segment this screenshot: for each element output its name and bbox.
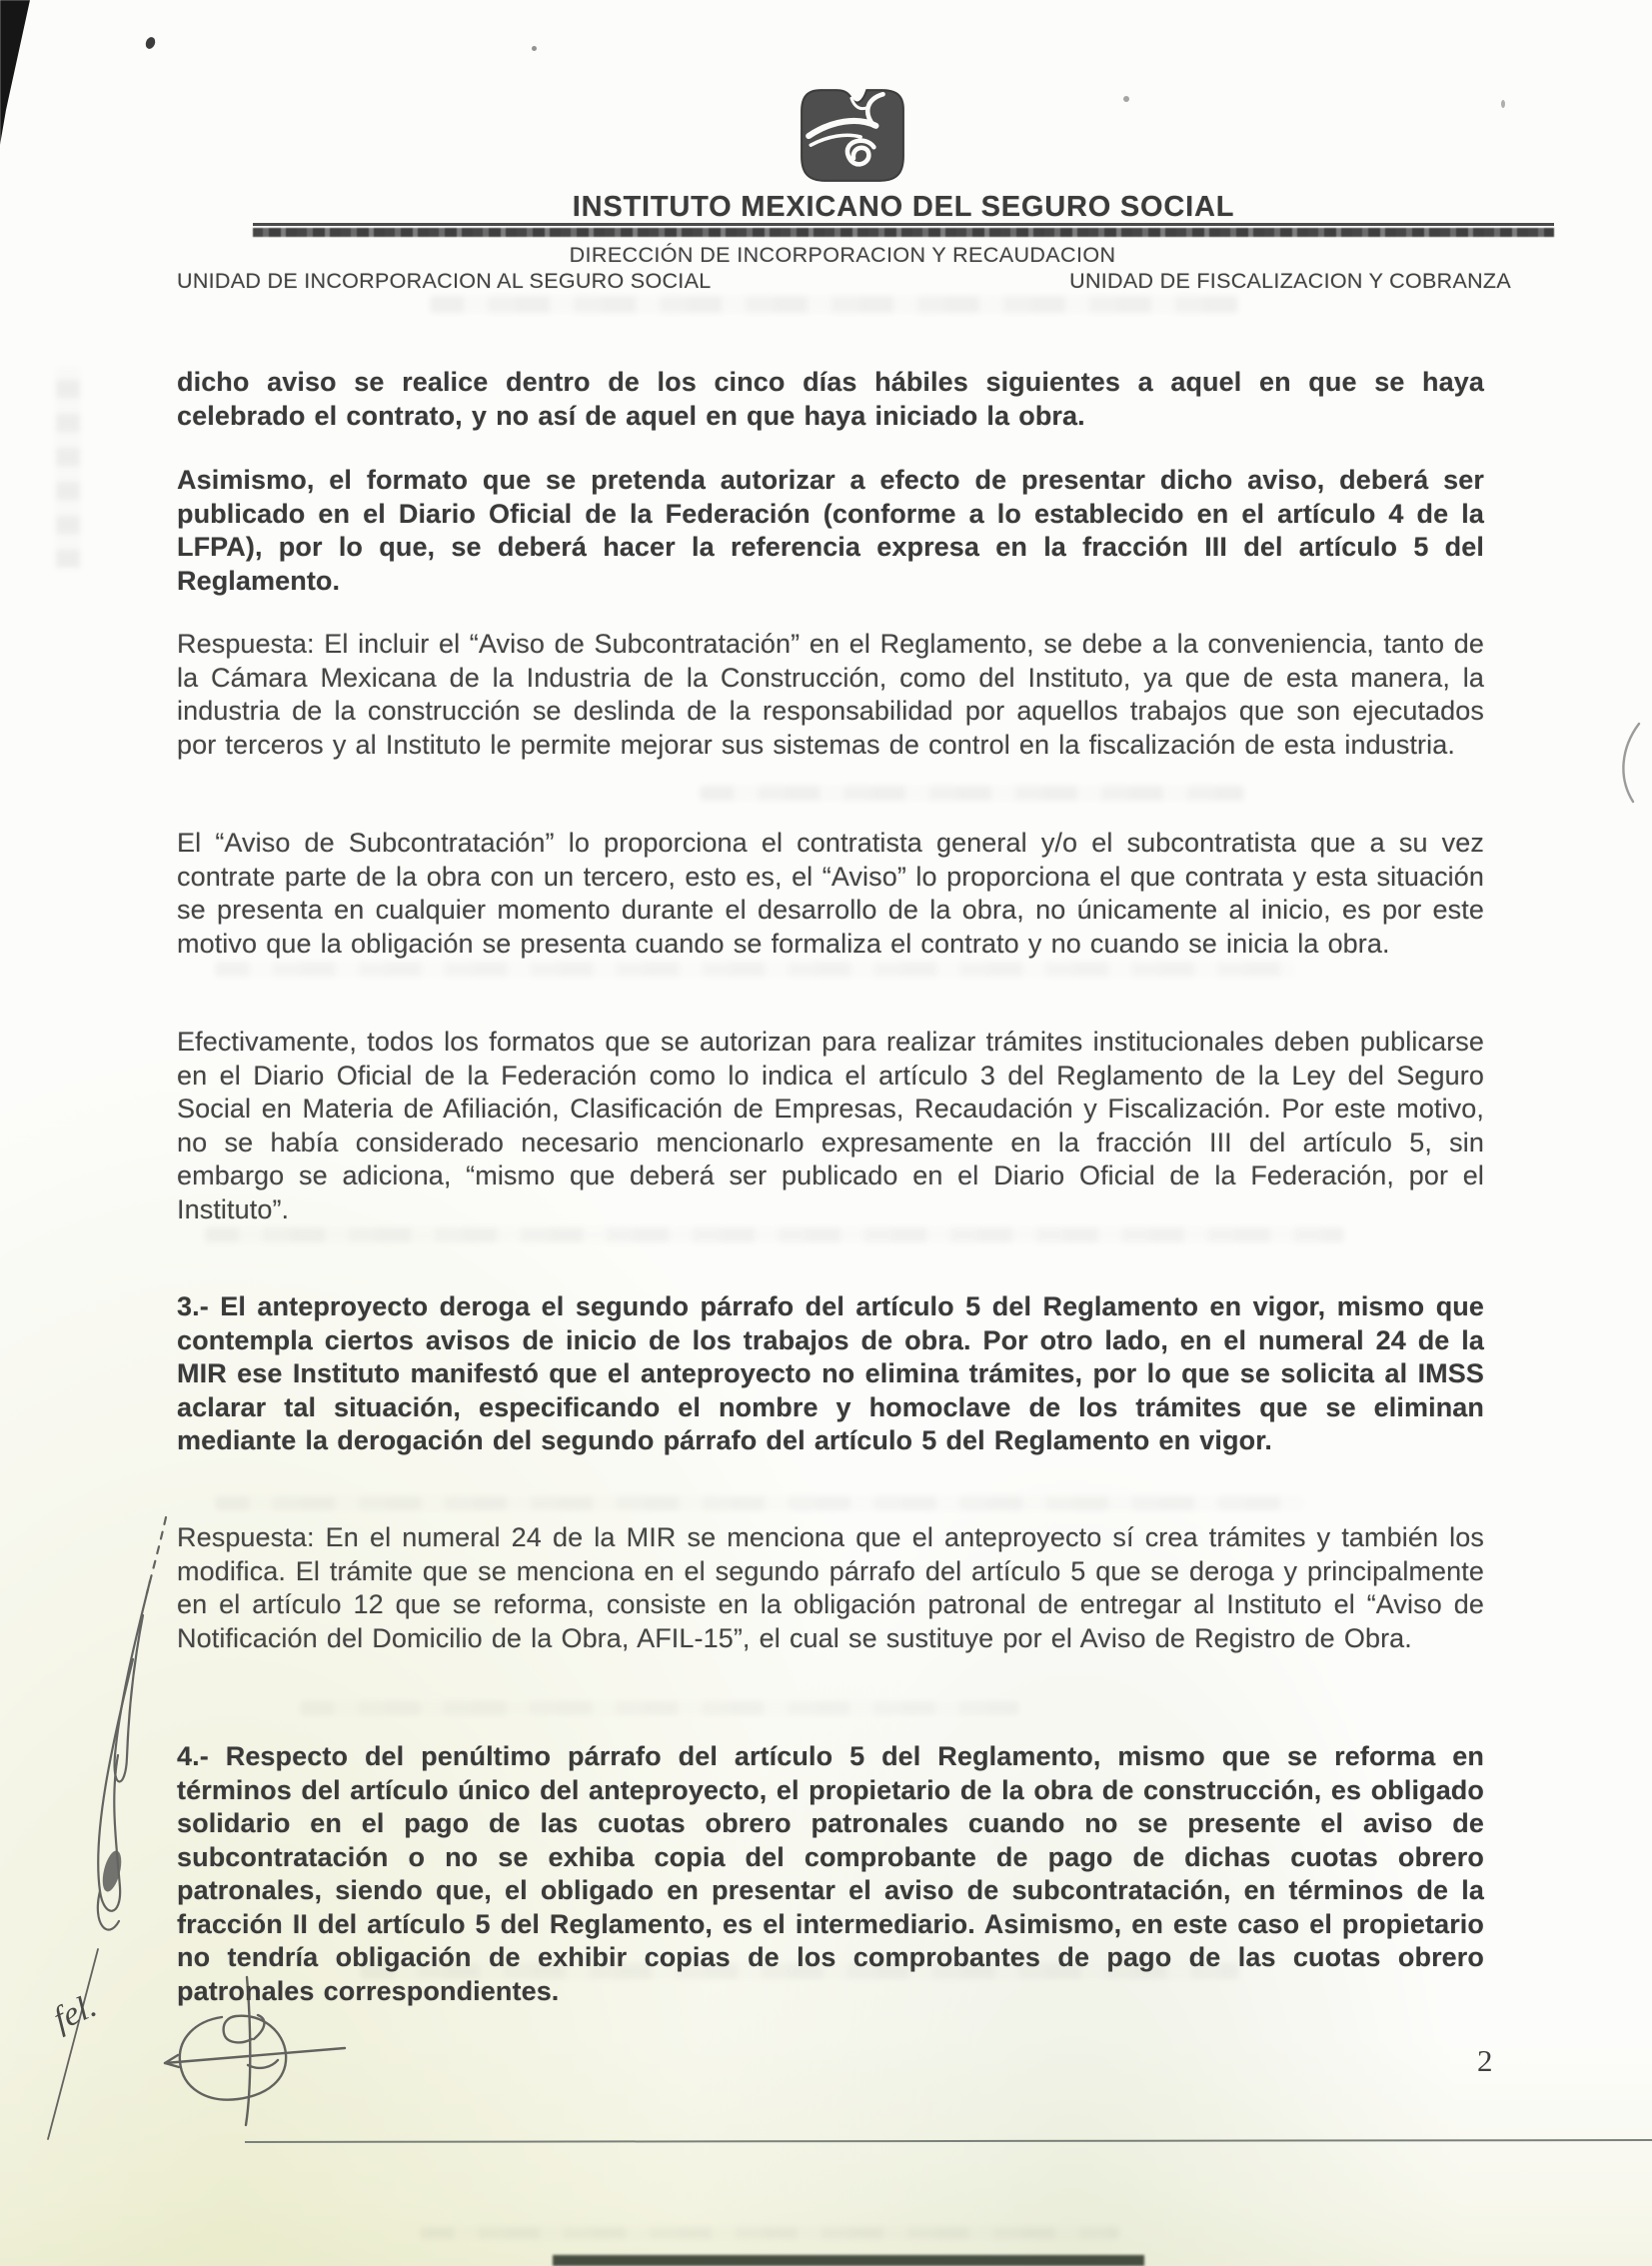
scan-artifact	[56, 368, 80, 568]
scan-artifact	[430, 296, 1239, 313]
paragraph-answer-2c: Efectivamente, todos los formatos que se autorizan para realizar trámites institucionales deben publicarse en el Diario Oficial de la Federación como lo indica el artículo 3 del Reglamento de la Ley del Seguro Social en Materia de Afiliación, Clasificación de Empresas, Recaudación y Fiscalización. Por este motivo, no se había considerado necesario mencionarlo expresamente en la fracción III del artículo 5, sin embargo se adiciona, “mismo que deberá ser publicado en el Diario Oficial de la Federación, por el Instituto”.	[177, 1027, 1484, 1224]
unit-left-label: UNIDAD DE INCORPORACION AL SEGURO SOCIAL	[177, 269, 712, 293]
page-number: 2	[1477, 2043, 1493, 2078]
paragraph-answer-3: Respuesta: En el numeral 24 de la MIR se menciona que el anteproyecto sí crea trámites y también los modifica. El trámite que se menciona en el segundo párrafo del artículo 5 que se deroga y principalmente en el artículo 12 que se reforma, consiste en la obligación patronal de entregar al Instituto el “Aviso de Notificación del Domicilio de la Obra, AFIL-15”, el cual se sustituye por el Aviso de Registro de Obra.	[177, 1522, 1484, 1653]
imss-eagle-logo	[797, 84, 908, 188]
eagle-icon	[797, 84, 908, 188]
header-separator-band	[253, 228, 1554, 237]
scan-artifact	[532, 46, 537, 51]
paragraph-answer-2a: Respuesta: El incluir el “Aviso de Subcontratación” en el Reglamento, se debe a la conveniencia, tanto de la Cámara Mexicana de la Industria de la Construcción, como del Instituto, ya que de esta manera, la industria de la construcción se deslinda de la responsabilidad por aquellos trabajos que son ejecutados por terceros y al Instituto le permite mejorar sus sistemas de control en la fiscalización de esta industria.	[177, 629, 1484, 760]
scan-artifact	[1123, 96, 1129, 102]
handwritten-slash	[48, 1949, 98, 2139]
paragraph-question-3: 3.- El anteproyecto deroga el segundo párrafo del artículo 5 del Reglamento en vigor, mismo que contempla ciertos avisos de inicio de los trabajos de obra. Por otro lado, en el numeral 24 de la MIR ese Instituto manifestó que el anteproyecto no elimina trámites, por lo que se solicita al IMSS aclarar tal situación, especificando el nombre y homoclave de los trámites que se eliminan mediante la derogación del segundo párrafo del artículo 5 del Reglamento en vigor.	[177, 1291, 1484, 1455]
handwritten-flourish	[98, 1517, 166, 1930]
scan-artifact	[700, 786, 1244, 801]
handwritten-right-parenthesis	[1623, 724, 1639, 802]
handwritten-ink-blob	[99, 1849, 125, 1894]
paragraph-answer-2b: El “Aviso de Subcontratación” lo proporciona el contratista general y/o el subcontratista que a su vez contrate parte de la obra con un tercero, esto es, el “Aviso” lo proporciona el que contrata y esta situación se presenta en cualquier momento durante el desarrollo de la obra, no únicamente al inicio, es por este motivo que la obligación se presenta cuando se formaliza el contrato y no cuando se inicia la obra.	[177, 828, 1484, 959]
scan-artifact	[144, 36, 157, 50]
paragraph-question-2b: Asimismo, el formato que se pretenda autorizar a efecto de presentar dicho aviso, deberá ser publicado en el Diario Oficial de la Federación (conforme a lo establecido en el artículo 4 de la LFPA), por lo que, se deberá hacer la referencia expresa en la fracción III del artículo 5 del Reglamento.	[177, 465, 1484, 596]
scan-edge-band	[553, 2255, 1144, 2266]
scan-artifact	[300, 1701, 1019, 1715]
title-underline	[253, 223, 1554, 226]
paragraph-question-4: 4.- Respecto del penúltimo párrafo del artículo 5 del Reglamento, mismo que se reforma en términos del artículo único del anteproyecto, el propietario de la obra de construcción, es obligado solidario en el pago de las cuotas obrero patronales cuando no se presente el aviso de subcontratación o no se exhiba copia del comprobante de pago de dichas cuotas obrero patronales, siendo que, el obligado en presentar el aviso de subcontratación, en términos de la fracción II del artículo 5 del Reglamento, es el intermediario. Asimismo, en este caso el propietario no tendría obligación de exhibir copias de los comprobantes de pago de las cuotas obrero patronales correspondientes.	[177, 1741, 1484, 2006]
unit-right-label: UNIDAD DE FISCALIZACION Y COBRANZA	[1069, 269, 1511, 293]
paragraph-continuation: dicho aviso se realice dentro de los cinco días hábiles siguientes a aquel en que se haya celebrado el contrato, y no así de aquel en que haya iniciado la obra.	[177, 367, 1484, 431]
scan-artifact	[0, 0, 32, 150]
scan-artifact	[205, 1227, 1344, 1242]
scan-artifact	[1501, 100, 1505, 108]
unit-row	[177, 269, 1511, 294]
scan-artifact	[215, 962, 1294, 977]
footer-line	[245, 2139, 1652, 2143]
scan-artifact	[420, 2227, 1119, 2239]
direction-title: DIRECCIÓN DE INCORPORACION Y RECAUDACION	[569, 243, 1116, 267]
handwritten-initials: fel.	[48, 1987, 102, 2039]
scan-artifact	[215, 1496, 1304, 1510]
institution-title: INSTITUTO MEXICANO DEL SEGURO SOCIAL	[572, 191, 1235, 223]
